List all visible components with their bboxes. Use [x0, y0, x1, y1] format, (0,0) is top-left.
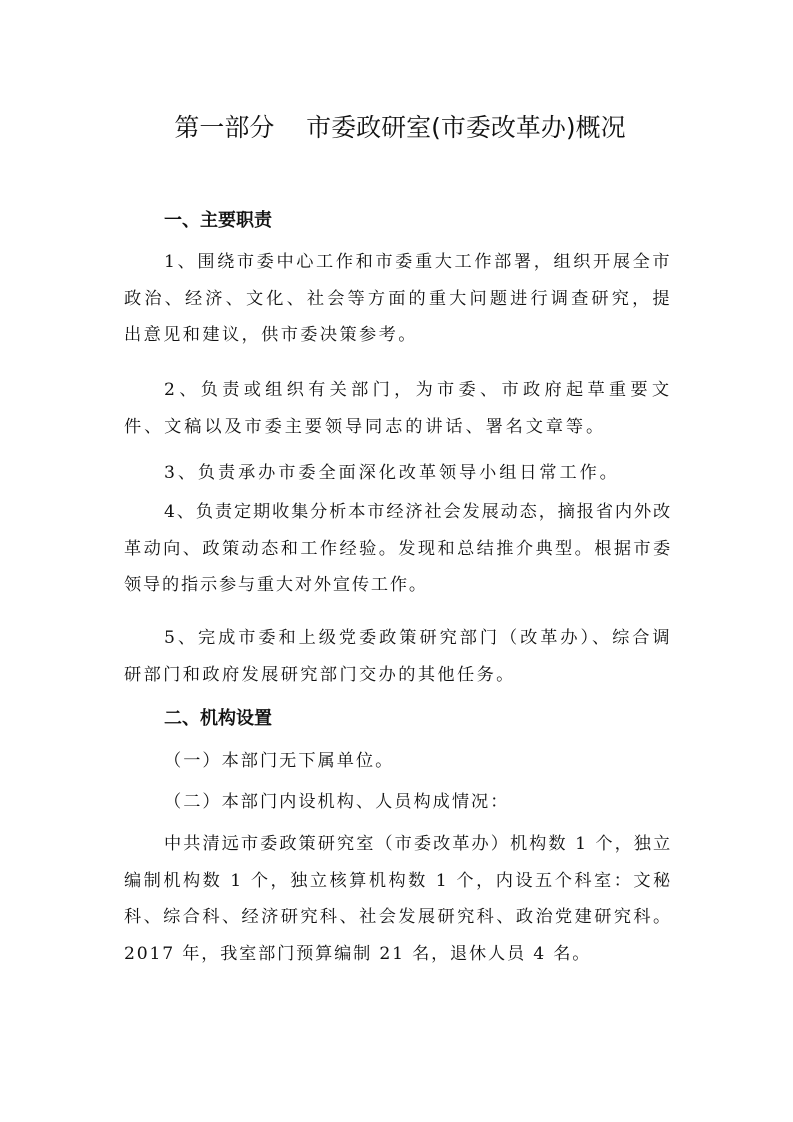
section-heading-organization: 二、机构设置: [164, 708, 272, 729]
org-subitem-2: （二）本部门内设机构、人员构成情况：: [164, 792, 510, 812]
page-title: 第一部分 市委政研室(市委改革办)概况: [174, 113, 626, 142]
org-subitem-1: （一）本部门无下属单位。: [164, 751, 395, 771]
section-heading-duties: 一、主要职责: [164, 210, 272, 231]
duty-item-4: 4、负责定期收集分析本市经济社会发展动态，摘报省内外改革动向、政策动态和工作经验。发现和总结推介典型。根据市委领导的指示参与重大对外宣传工作。: [124, 502, 672, 595]
duty-item-3: 3、负责承办市委全面深化改革领导小组日常工作。: [164, 463, 620, 483]
duty-item-1: 1、围绕市委中心工作和市委重大工作部署，组织开展全市政治、经济、文化、社会等方面的重大问题进行调查研究，提出意见和建议，供市委决策参考。: [124, 252, 672, 345]
duty-item-5: 5、完成市委和上级党委政策研究部门（改革办）、综合调研部门和政府发展研究部门交办的其他任务。: [124, 628, 672, 685]
org-body-paragraph: 中共清远市委政策研究室（市委改革办）机构数 1 个，独立编制机构数 1 个，独立核算机构数 1 个，内设五个科室：文秘科、综合科、经济研究科、社会发展研究科、政治党建研究科。2017 年，我室部门预算编制 21 名，退休人员 4 名。: [124, 834, 672, 964]
duty-item-2: 2、负责或组织有关部门，为市委、市政府起草重要文件、文稿以及市委主要领导同志的讲话、署名文章等。: [124, 380, 672, 437]
